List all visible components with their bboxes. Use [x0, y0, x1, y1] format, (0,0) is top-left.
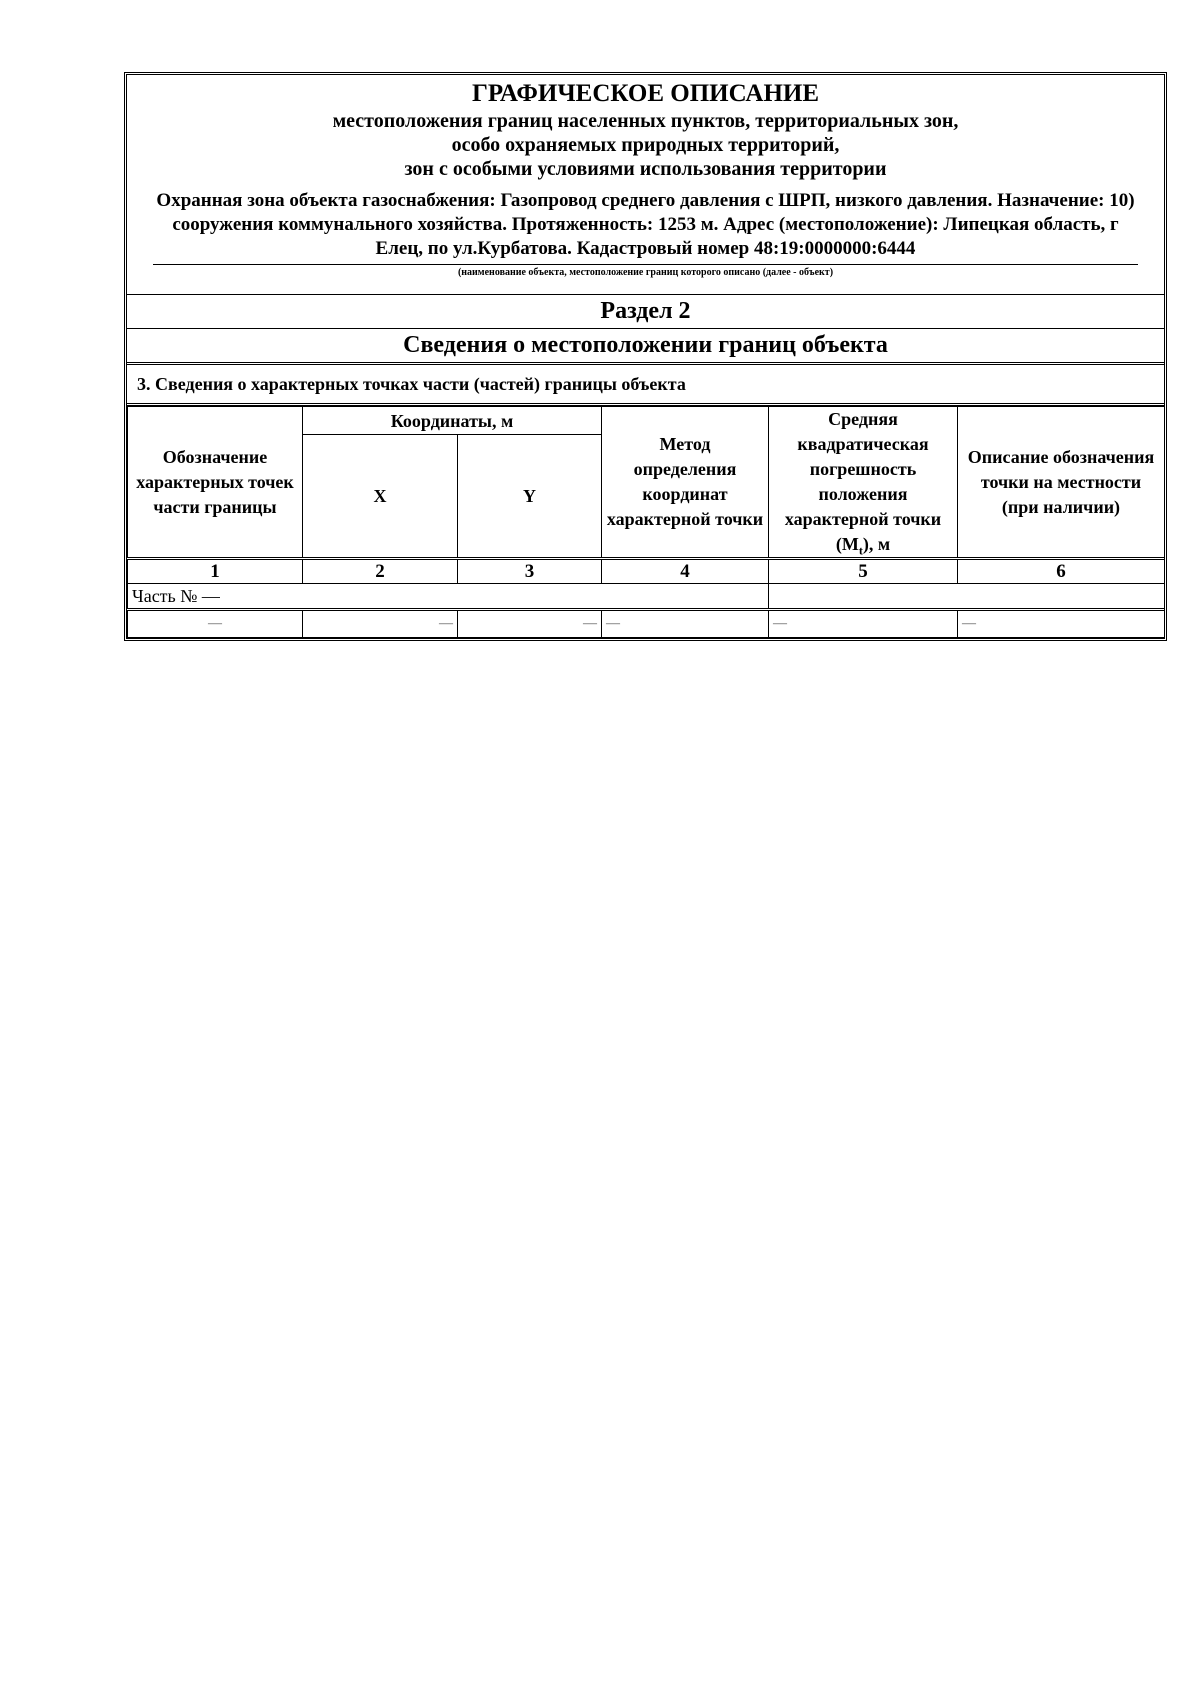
graphic-description-form [124, 72, 1167, 641]
cell-method: — [602, 610, 769, 638]
header-description: Описание обозначения точки на местности (при наличии) [958, 407, 1165, 559]
object-caption: (наименование объекта, местоположение границ которого описано (далее - объект) [457, 267, 834, 278]
cell-x: — [303, 610, 458, 638]
cell-error: — [769, 610, 958, 638]
subsection-title: 3. Сведения о характерных точках части (частей) границы объекта [127, 365, 1164, 406]
header-coordinates: Координаты, м [303, 407, 602, 435]
column-number: 3 [458, 559, 602, 584]
subtitle-line-1: местоположения границ населенных пунктов, территориальных зон, [332, 110, 959, 132]
object-description: Охранная зона объекта газоснабжения: Газопровод среднего давления с ШРП, низкого давления. Назначение: 10) сооружения коммунального хозяйства. Протяженность: 1253 м. Адрес (местоположение): Липецкая область, г Елец, по ул.Курбатова. Кадастровый номер 48:19:0000000:6444 [156, 190, 1135, 259]
header-method: Метод определения координат характерной точки [602, 407, 769, 559]
header-y: Y [458, 435, 602, 559]
column-number: 6 [958, 559, 1165, 584]
part-row [128, 584, 1165, 610]
table-header-row [128, 407, 1165, 435]
characteristic-points-table [127, 406, 1165, 638]
table-row [128, 610, 1165, 638]
header-x: X [303, 435, 458, 559]
description-underline [153, 264, 1138, 265]
header-error-subscript: t [858, 543, 863, 558]
section-number: Раздел 2 [127, 295, 1164, 329]
part-empty-cell [769, 584, 1165, 610]
section-title: Сведения о местоположении границ объекта [127, 329, 1164, 365]
column-number: 1 [128, 559, 303, 584]
part-label: Часть № — [128, 584, 769, 610]
header-error [769, 407, 958, 559]
cell-y: — [458, 610, 602, 638]
column-numbers-row [128, 559, 1165, 584]
document-title: ГРАФИЧЕСКОЕ ОПИСАНИЕ [471, 80, 820, 107]
header-error-unit: ), м [862, 534, 891, 554]
subtitle-line-3: зон с особыми условиями использования территории [404, 158, 887, 180]
header-error-text: Средняя квадратическая погрешность положения характерной точки (M [784, 409, 942, 554]
column-number: 5 [769, 559, 958, 584]
column-number: 4 [602, 559, 769, 584]
cell-description: — [958, 610, 1165, 638]
subtitle-line-2: особо охраняемых природных территорий, [451, 134, 840, 156]
form-header [127, 75, 1164, 295]
header-designation: Обозначение характерных точек части границы [128, 407, 303, 559]
column-number: 2 [303, 559, 458, 584]
cell-designation: — [128, 610, 303, 638]
